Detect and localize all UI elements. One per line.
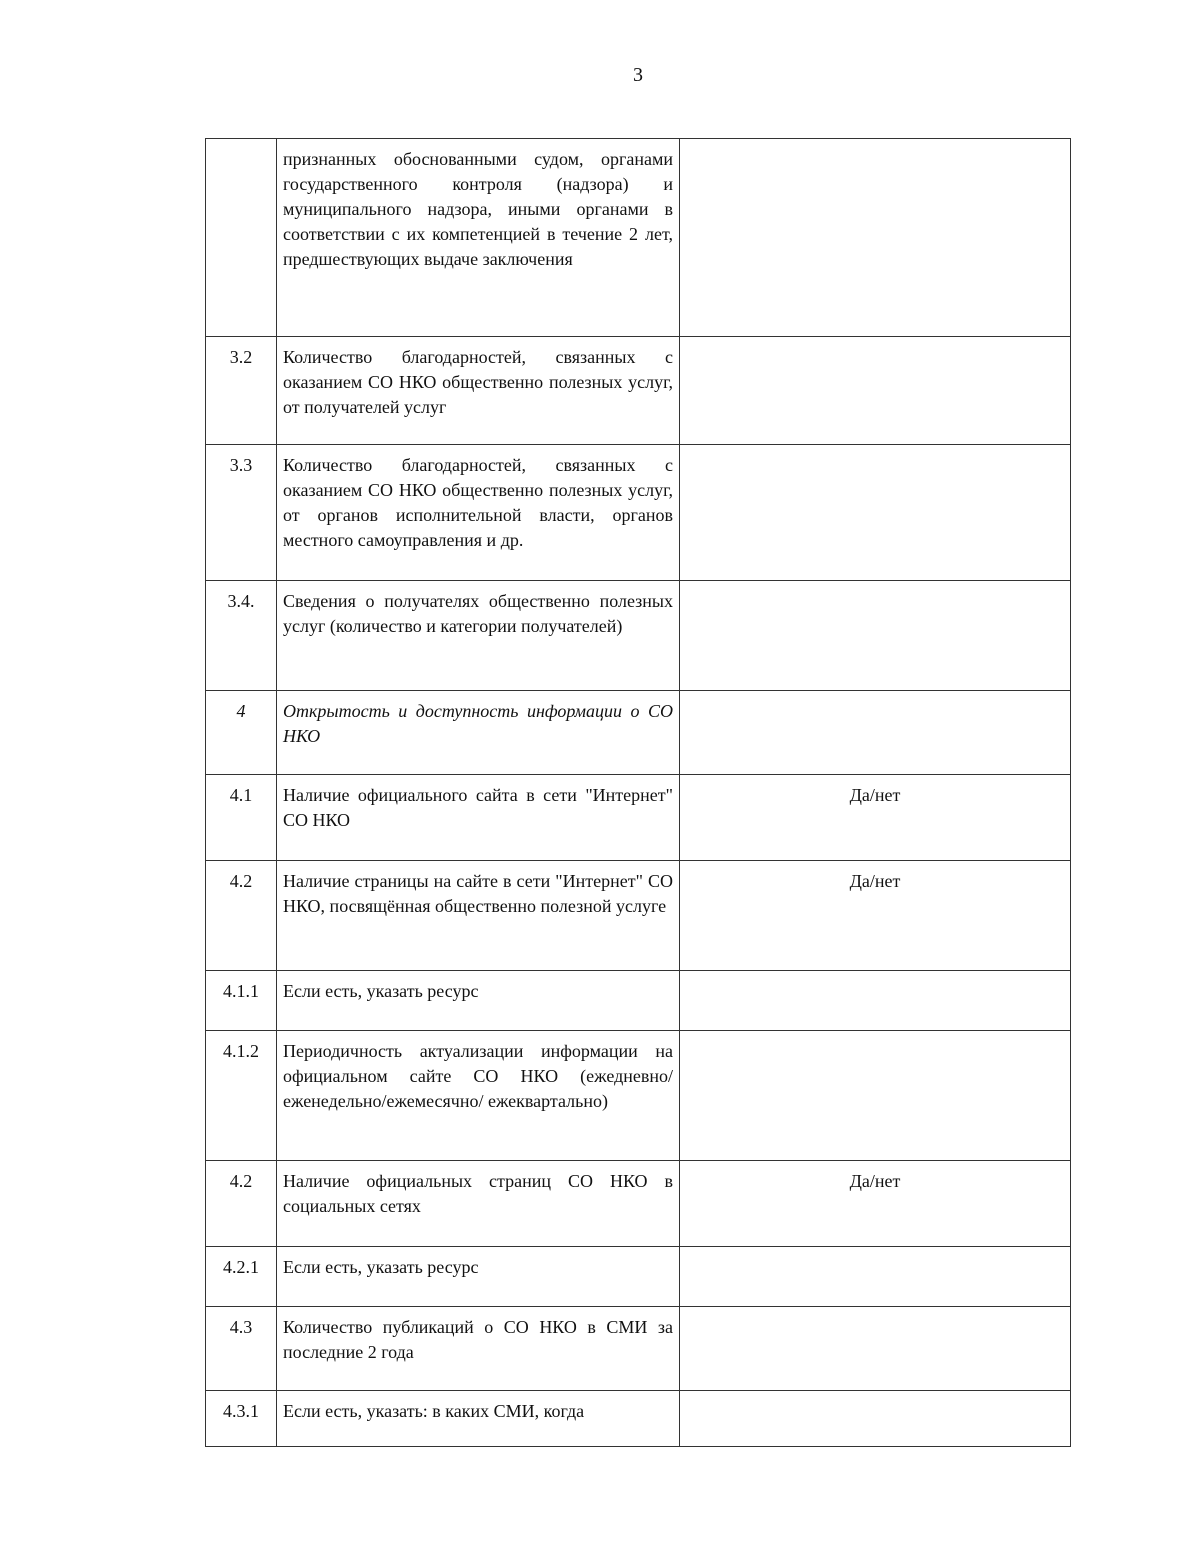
row-number: 3.4. — [206, 581, 277, 691]
table-row — [206, 445, 1071, 581]
row-description: Количество благодарностей, связанных с оказанием СО НКО общественно полезных услуг, от получателей услуг — [277, 337, 680, 445]
row-description: Если есть, указать ресурс — [277, 971, 680, 1031]
row-description: Периодичность актуализации информации на официальном сайте СО НКО (ежедневно/еженедельно/ежемесячно/ ежеквартально) — [277, 1031, 680, 1161]
table-row — [206, 139, 1071, 337]
table-row — [206, 337, 1071, 445]
row-value — [680, 1031, 1071, 1161]
section-number: 4 — [206, 691, 277, 775]
row-number: 4.2.1 — [206, 1247, 277, 1307]
row-value — [680, 971, 1071, 1031]
row-value — [680, 581, 1071, 691]
row-number — [206, 139, 277, 337]
row-description: Наличие официального сайта в сети "Интернет" СО НКО — [277, 775, 680, 861]
table-row — [206, 581, 1071, 691]
row-number: 4.1 — [206, 775, 277, 861]
table-row — [206, 861, 1071, 971]
row-number: 3.3 — [206, 445, 277, 581]
table-row — [206, 1031, 1071, 1161]
row-description: Если есть, указать: в каких СМИ, когда — [277, 1391, 680, 1447]
table-row — [206, 775, 1071, 861]
row-number: 4.3.1 — [206, 1391, 277, 1447]
row-value — [680, 1307, 1071, 1391]
section-title: Открытость и доступность информации о СО НКО — [277, 691, 680, 775]
row-description: Наличие официальных страниц СО НКО в социальных сетях — [277, 1161, 680, 1247]
table-row — [206, 1247, 1071, 1307]
row-description: Если есть, указать ресурс — [277, 1247, 680, 1307]
row-value: Да/нет — [680, 775, 1071, 861]
table-row — [206, 971, 1071, 1031]
row-number: 4.3 — [206, 1307, 277, 1391]
row-number: 4.2 — [206, 1161, 277, 1247]
row-number: 4.2 — [206, 861, 277, 971]
row-number: 4.1.2 — [206, 1031, 277, 1161]
row-description: Наличие страницы на сайте в сети "Интернет" СО НКО, посвящённая общественно полезной услуге — [277, 861, 680, 971]
row-value — [680, 1391, 1071, 1447]
row-description: Количество публикаций о СО НКО в СМИ за последние 2 года — [277, 1307, 680, 1391]
row-value — [680, 1247, 1071, 1307]
row-value — [680, 691, 1071, 775]
row-description: Сведения о получателях общественно полезных услуг (количество и категории получателей) — [277, 581, 680, 691]
criteria-table — [205, 138, 1071, 1447]
row-number: 3.2 — [206, 337, 277, 445]
row-value — [680, 139, 1071, 337]
table-row — [206, 1161, 1071, 1247]
row-number: 4.1.1 — [206, 971, 277, 1031]
row-value — [680, 337, 1071, 445]
section-header-row — [206, 691, 1071, 775]
row-description: признанных обоснованными судом, органами государственного контроля (надзора) и муниципального надзора, иными органами в соответствии с их компетенцией в течение 2 лет, предшествующих выдаче заключения — [277, 139, 680, 337]
table-row — [206, 1391, 1071, 1447]
row-value — [680, 445, 1071, 581]
row-value: Да/нет — [680, 861, 1071, 971]
page-number: 3 — [633, 64, 643, 86]
table-row — [206, 1307, 1071, 1391]
row-value: Да/нет — [680, 1161, 1071, 1247]
row-description: Количество благодарностей, связанных с оказанием СО НКО общественно полезных услуг, от органов исполнительной власти, органов местного самоуправления и др. — [277, 445, 680, 581]
